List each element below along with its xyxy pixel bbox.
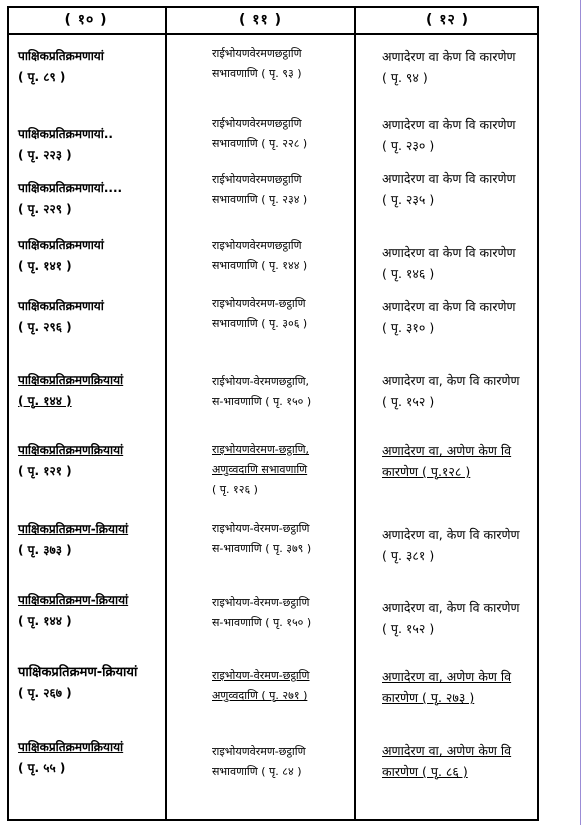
- column-border-1: [165, 6, 167, 821]
- row-8-col-12: अणादेरण वा, केण वि कारणेण ( पृ. ३८१ ): [382, 527, 520, 563]
- row-2-col-10: पाक्षिकप्रतिक्रमणायां.. ( पृ. २२३ ): [18, 127, 113, 162]
- row-3-col-11: राईभोयणवेरमणछट्ठाणि सभावणाणि ( पृ. २३४ ): [212, 173, 308, 206]
- row-3-col-12: अणादेरण वा केण वि कारणेण ( पृ. २३५ ): [382, 171, 516, 207]
- row-1-col-12: अणादेरण वा केण वि कारणेण ( पृ. ९४ ): [382, 49, 516, 85]
- row-11-col-12: अणादेरण वा, अणेण केण वि कारणेण ( पृ. ८६ ): [382, 743, 512, 779]
- row-6-col-12: अणादेरण वा, केण वि कारणेण ( पृ. १५२ ): [382, 373, 520, 409]
- table-top-border: [7, 6, 537, 8]
- column-header-11: ( ११ ): [238, 12, 283, 28]
- row-4-col-12: अणादेरण वा केण वि कारणेण ( पृ. १४६ ): [382, 245, 516, 281]
- column-border-2: [354, 6, 356, 821]
- row-9-col-12: अणादेरण वा, केण वि कारणेण ( पृ. १५२ ): [382, 600, 520, 636]
- row-3-col-10: पाक्षिकप्रतिक्रमणायां.... ( पृ. २२९ ): [18, 181, 123, 216]
- row-9-col-11: राइभोयण-वेरमण-छट्ठाणि स-भावणाणि ( पृ. १५० ): [212, 596, 312, 629]
- table-bottom-border: [7, 819, 537, 821]
- row-7-col-11: राइभोयणवेरमण-छट्ठाणि, अणुव्वदाणि सभावणाणि ( पृ. १२६ ): [212, 443, 310, 496]
- row-8-col-11: राइभोयण-वेरमण-छट्ठाणि स-भावणाणि ( पृ. ३७९ ): [212, 522, 312, 555]
- column-border-left: [7, 6, 9, 821]
- row-5-col-10: पाक्षिकप्रतिक्रमणायां ( पृ. २९६ ): [18, 299, 104, 334]
- row-6-col-10: पाक्षिकप्रतिक्रमणक्रियायां ( पृ. १४४ ): [18, 373, 124, 408]
- row-10-col-11: राइभोयण-वेरमण-छट्ठाणि अणुव्वदाणि ( पृ. २७१ ): [212, 669, 310, 702]
- row-2-col-11: राईभोयणवेरमणछट्ठाणि सभावणाणि ( पृ. २२८ ): [212, 117, 308, 150]
- row-1-col-10: पाक्षिकप्रतिक्रमणायां ( पृ. ८९ ): [18, 49, 104, 84]
- row-4-col-10: पाक्षिकप्रतिक्रमणायां ( पृ. १४१ ): [18, 238, 104, 273]
- right-margin-rule: [580, 0, 581, 825]
- row-11-col-11: राइभोयणवेरमण-छट्ठाणि सभावणाणि ( पृ. ८४ ): [212, 745, 306, 778]
- row-5-col-11: राइभोयणवेरमण-छट्ठाणि सभावणाणि ( पृ. ३०६ ): [212, 297, 308, 330]
- row-5-col-12: अणादेरण वा केण वि कारणेण ( पृ. ३१० ): [382, 299, 516, 335]
- row-10-col-12: अणादेरण वा, अणेण केण वि कारणेण ( पृ. २७३ ): [382, 669, 512, 705]
- row-9-col-10: पाक्षिकप्रतिक्रमण-क्रियायां ( पृ. १४४ ): [18, 593, 129, 628]
- comparison-table: [7, 6, 539, 821]
- row-11-col-10: पाक्षिकप्रतिक्रमणक्रियायां ( पृ. ५५ ): [18, 740, 124, 775]
- row-4-col-11: राइभोयणवेरमणछट्ठाणि सभावणाणि ( पृ. १४४ ): [212, 239, 308, 272]
- row-10-col-10: पाक्षिकप्रतिक्रमण-क्रियायां ( पृ. २६७ ): [18, 665, 138, 700]
- row-7-col-12: अणादेरण वा, अणेण केण वि कारणेण ( पृ.१२८ ): [382, 443, 512, 479]
- row-7-col-10: पाक्षिकप्रतिक्रमणक्रियायां ( पृ. १२१ ): [18, 443, 124, 478]
- row-1-col-11: राईभोयणवेरमणछट्ठाणि सभावणाणि ( पृ. ९३ ): [212, 47, 302, 80]
- column-header-10: ( १० ): [64, 12, 108, 28]
- row-6-col-11: राईभोयण-वेरमणछट्ठाणि, स-भावणाणि ( पृ. १५० ): [212, 375, 312, 408]
- row-2-col-12: अणादेरण वा केण वि कारणेण ( पृ. २३० ): [382, 117, 516, 153]
- column-header-12: ( १२ ): [425, 12, 470, 28]
- row-8-col-10: पाक्षिकप्रतिक्रमण-क्रियायां ( पृ. ३७३ ): [18, 522, 129, 557]
